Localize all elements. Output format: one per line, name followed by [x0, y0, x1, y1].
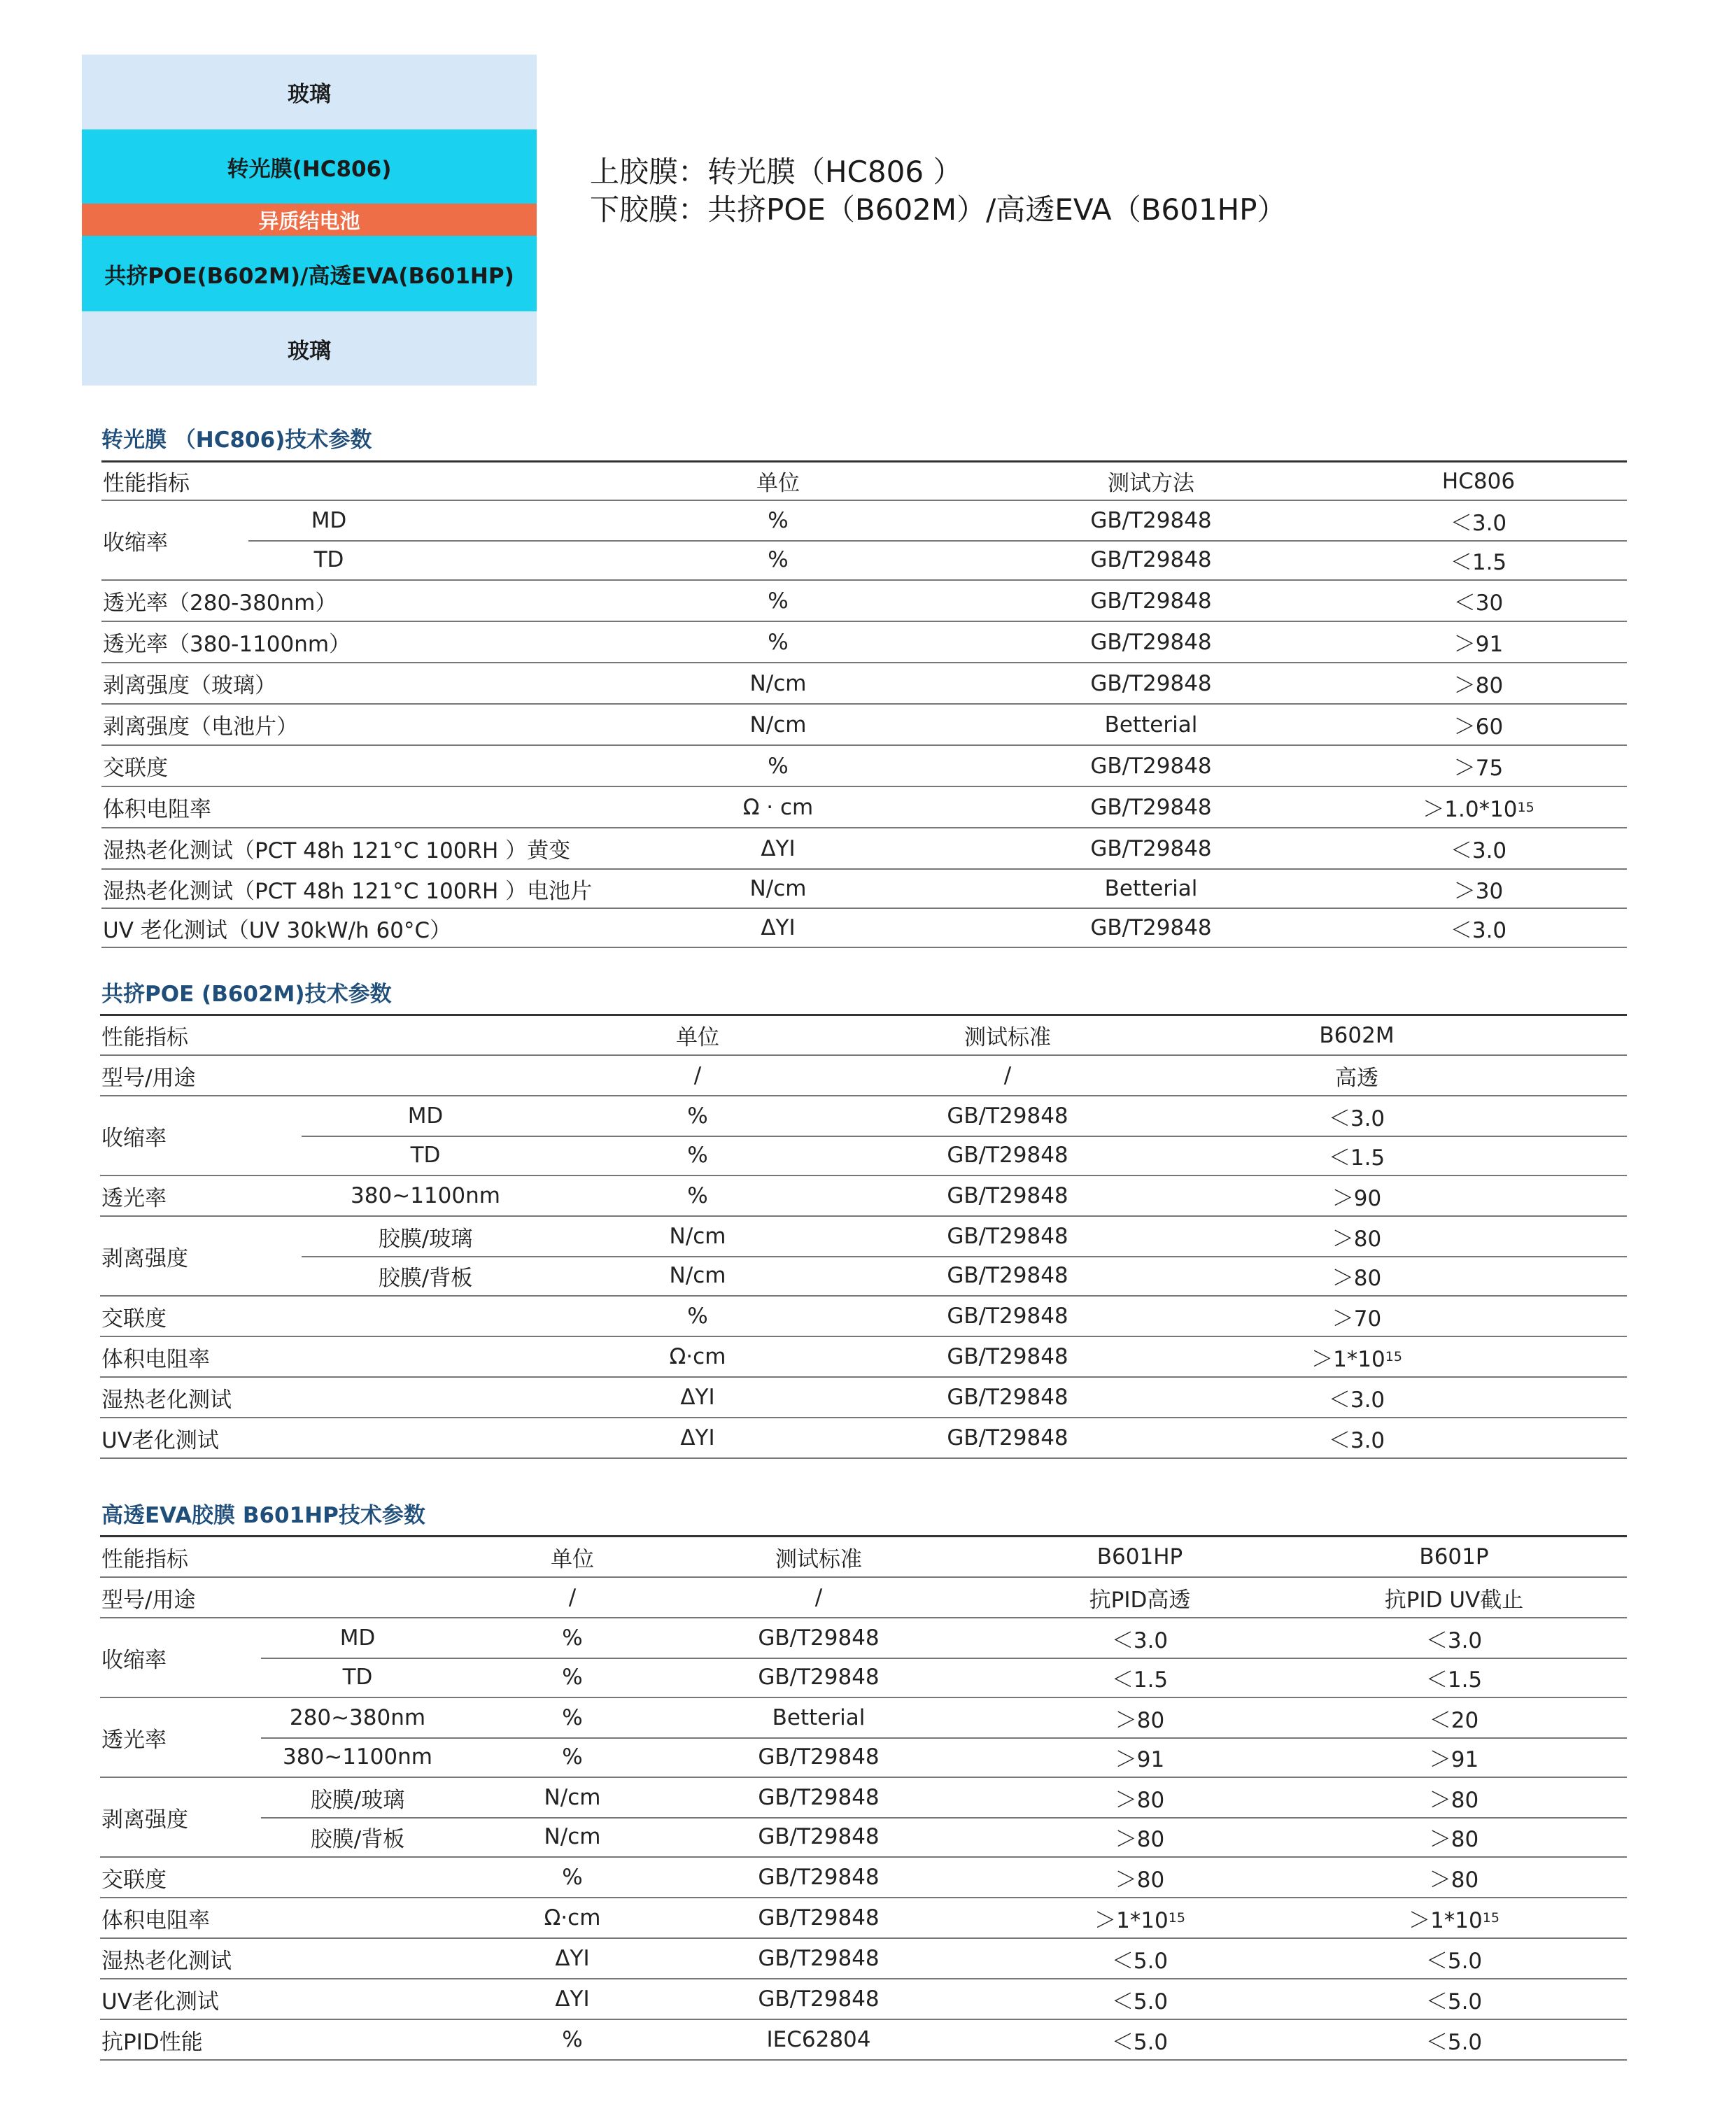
layer-label: 共挤POE(B602M)/高透EVA(B601HP)	[104, 263, 514, 289]
table-row	[101, 501, 1627, 540]
value-cell: ＜3.0	[1328, 1427, 1385, 1453]
method-cell: GB/T29848	[758, 1905, 880, 1930]
method-cell: GB/T29848	[947, 1263, 1068, 1288]
value-cell: ＞75	[1453, 756, 1504, 781]
property-cell: 剥离强度（电池片）	[103, 714, 298, 740]
table-row	[101, 787, 1627, 828]
method-cell: GB/T29848	[758, 1744, 880, 1770]
value-cell: ＞60	[1453, 714, 1504, 740]
unit-cell: N/cm	[749, 670, 807, 696]
method-cell: GB/T29848	[947, 1344, 1068, 1369]
unit-cell: ΔYI	[680, 1425, 715, 1450]
table-row	[100, 1858, 1627, 1898]
property-cell: 交联度	[101, 1306, 167, 1332]
value-cell: ＞80	[1332, 1265, 1382, 1291]
table-row	[101, 540, 1627, 579]
header-unit: 单位	[551, 1546, 594, 1572]
value-text: ＞1.0*10	[1423, 797, 1518, 822]
value-cell: ＞1.0*10 15	[1423, 787, 1534, 827]
table-row	[100, 1979, 1627, 2020]
unit-cell: %	[768, 508, 789, 533]
value-cell: ＞80	[1115, 1826, 1165, 1852]
property-cell: 型号/用途	[101, 1065, 196, 1091]
property-cell: 交联度	[103, 756, 168, 781]
layer-glass-top	[82, 55, 537, 129]
method-cell: IEC62804	[766, 2027, 871, 2052]
layer-label: 转光膜(HC806)	[227, 156, 392, 182]
property-cell: UV老化测试	[101, 1427, 219, 1453]
unit-cell: %	[562, 1705, 583, 1730]
table-row	[101, 705, 1627, 746]
header-property: 性能指标	[101, 1546, 188, 1572]
header-method: 测试方法	[1108, 471, 1194, 496]
layer-label: 玻璃	[288, 82, 331, 107]
property-cell: UV老化测试	[101, 1989, 219, 2014]
unit-cell: ΔYI	[555, 1986, 590, 2012]
method-cell: GB/T29848	[758, 1865, 880, 1890]
unit-cell: Ω·cm	[544, 1905, 601, 1930]
unit-cell: ΔYI	[761, 835, 796, 861]
unit-cell: N/cm	[669, 1263, 726, 1288]
value-cell: ＜5.0	[1111, 2029, 1169, 2055]
property-cell: 体积电阻率	[101, 1907, 210, 1933]
property-cell: 体积电阻率	[103, 797, 211, 822]
value-cell: ＜1.5	[1425, 1667, 1483, 1693]
peel-group	[100, 1778, 1627, 1858]
layer-label: 异质结电池	[258, 209, 360, 233]
value-cell: ＜5.0	[1425, 1989, 1483, 2014]
table-row	[100, 1578, 1627, 1618]
unit-cell: /	[693, 1063, 702, 1088]
table-row	[100, 1698, 1627, 1737]
method-cell: GB/T29848	[758, 1625, 880, 1651]
value-cell: ＜1.5	[1450, 549, 1507, 575]
value-cell: ＜3.0	[1425, 1628, 1483, 1653]
value-cell: ＞1*10 15	[1311, 1337, 1402, 1376]
unit-cell: ΔYI	[680, 1385, 715, 1410]
table-row	[100, 1939, 1627, 1979]
value-cell: ＞1*10 15	[1094, 1898, 1185, 1937]
peel-group	[100, 1217, 1627, 1297]
unit-cell: ΔYI	[761, 915, 796, 940]
method-cell: GB/T29848	[947, 1183, 1068, 1208]
method-cell: GB/T29848	[947, 1224, 1068, 1249]
shrink-group	[100, 1096, 1627, 1176]
value-cell: ＜3.0	[1450, 510, 1507, 536]
group-label-peel: 剥离强度	[101, 1807, 188, 1833]
table-row	[100, 1418, 1627, 1459]
group-label-shrink: 收缩率	[101, 1125, 167, 1151]
unit-cell: %	[687, 1143, 708, 1168]
group-label-peel: 剥离强度	[101, 1245, 188, 1271]
caption-top-film: 上胶膜：转光膜（HC806 ）	[590, 155, 963, 189]
method-cell: Betterial	[1104, 712, 1198, 737]
header-product: HC806	[1441, 468, 1516, 494]
unit-cell: N/cm	[669, 1224, 726, 1249]
header-unit: 单位	[756, 471, 800, 496]
unit-cell: %	[687, 1183, 708, 1208]
property-cell: 透光率（280-380nm）	[103, 591, 337, 616]
value-cell: ＞90	[1332, 1185, 1382, 1211]
method-cell: GB/T29848	[758, 1785, 880, 1810]
property-cell: 交联度	[101, 1867, 167, 1893]
method-cell: Betterial	[772, 1705, 866, 1730]
table-row	[100, 1778, 1627, 1817]
table-row	[100, 1817, 1627, 1856]
property-cell: 湿热老化测试	[101, 1948, 232, 1974]
table-row	[101, 746, 1627, 787]
unit-cell: Ω·cm	[669, 1344, 726, 1369]
group-label-transmittance: 透光率	[101, 1727, 167, 1753]
table-row	[101, 581, 1627, 622]
method-cell: GB/T29848	[1090, 547, 1212, 572]
method-cell: GB/T29848	[1090, 588, 1212, 614]
method-cell: GB/T29848	[1090, 508, 1212, 533]
method-cell: GB/T29848	[947, 1304, 1068, 1329]
sub-label: MD	[311, 508, 347, 533]
value-cell: ＞1*10 15	[1409, 1898, 1499, 1937]
header-method: 测试标准	[964, 1025, 1051, 1050]
unit-cell: ΔYI	[555, 1946, 590, 1971]
property-cell: 湿热老化测试（PCT 48h 121°C 100RH ）黄变	[103, 838, 571, 863]
sub-label: TD	[410, 1143, 441, 1168]
method-cell: GB/T29848	[1090, 915, 1212, 940]
transmittance-group	[100, 1698, 1627, 1778]
property-cell: 透光率（380-1100nm）	[103, 632, 351, 657]
value-cell: ＜3.0	[1450, 838, 1507, 863]
sub-label: TD	[313, 547, 344, 572]
value-cell: ＜3.0	[1111, 1628, 1169, 1653]
table3-title: 高透EVA胶膜 B601HP技术参数	[101, 1503, 425, 1528]
value-cell: ＜3.0	[1450, 917, 1507, 943]
sub-label: MD	[339, 1625, 376, 1651]
unit-cell: %	[768, 753, 789, 779]
sub-label: 380~1100nm	[283, 1744, 432, 1770]
method-cell: Betterial	[1104, 876, 1198, 901]
method-cell: GB/T29848	[758, 1665, 880, 1690]
layer-glass-bottom	[82, 311, 537, 386]
value-cell: ＜1.5	[1111, 1667, 1169, 1693]
unit-cell: /	[568, 1585, 577, 1610]
table-row	[100, 1898, 1627, 1939]
value-cell: ＜3.0	[1328, 1387, 1385, 1413]
header-method: 测试标准	[775, 1546, 862, 1572]
table-row	[100, 1737, 1627, 1777]
value-cell: ＜5.0	[1111, 1948, 1169, 1974]
value-cell: ＜30	[1453, 591, 1504, 616]
value-cell: ＜5.0	[1111, 1989, 1169, 2014]
unit-cell: %	[768, 629, 789, 655]
table-row	[100, 1176, 1627, 1217]
table2-title: 共挤POE (B602M)技术参数	[101, 982, 392, 1007]
method-cell: GB/T29848	[1090, 794, 1212, 820]
property-cell: UV 老化测试（UV 30kW/h 60°C）	[103, 917, 452, 943]
group-label-shrink: 收缩率	[101, 1647, 167, 1673]
unit-cell: %	[768, 588, 789, 614]
method-cell: GB/T29848	[1090, 670, 1212, 696]
value-cell: ＞80	[1115, 1787, 1165, 1813]
header-property: 性能指标	[103, 471, 190, 496]
table3	[100, 1535, 1627, 2061]
header-product-2: B601P	[1419, 1544, 1489, 1569]
table-row	[101, 870, 1627, 909]
group-label-shrink: 收缩率	[103, 530, 168, 556]
header-unit: 单位	[676, 1025, 719, 1050]
table-row	[100, 1297, 1627, 1337]
layer-encapsulant-bottom	[82, 236, 537, 311]
header-property: 性能指标	[101, 1025, 188, 1050]
table-row	[100, 1136, 1627, 1175]
value-cell: 抗PID UV截止	[1384, 1587, 1524, 1613]
value-cell: ＜5.0	[1425, 1948, 1483, 1974]
method-cell: GB/T29848	[947, 1385, 1068, 1410]
sub-label: 胶膜/玻璃	[310, 1787, 405, 1813]
table-header-row	[101, 463, 1627, 501]
sub-label: 胶膜/玻璃	[378, 1226, 473, 1252]
unit-cell: %	[562, 1625, 583, 1651]
table-row	[100, 1658, 1627, 1697]
unit-cell: %	[562, 1665, 583, 1690]
unit-cell: %	[687, 1103, 708, 1129]
sub-label: TD	[342, 1665, 373, 1690]
value-cell: ＞80	[1429, 1867, 1479, 1893]
table-row	[100, 1056, 1627, 1096]
table-row	[101, 909, 1627, 948]
method-cell: /	[1003, 1063, 1012, 1088]
value-cell: ＞80	[1332, 1226, 1382, 1252]
sub-label: 胶膜/背板	[310, 1826, 405, 1852]
table1-title: 转光膜 （HC806)技术参数	[101, 428, 372, 453]
unit-cell: N/cm	[544, 1824, 601, 1849]
table-row	[100, 1217, 1627, 1256]
value-cell: ＞80	[1429, 1787, 1479, 1813]
unit-cell: %	[562, 1744, 583, 1770]
table-header-row	[100, 1016, 1627, 1056]
header-product: B602M	[1319, 1022, 1395, 1048]
table-header-row	[100, 1537, 1627, 1578]
value-cell: ＜3.0	[1328, 1106, 1385, 1131]
value-cell: 抗PID高透	[1089, 1587, 1191, 1613]
unit-cell: %	[687, 1304, 708, 1329]
unit-cell: N/cm	[749, 712, 807, 737]
table1	[101, 460, 1627, 948]
layer-label: 玻璃	[288, 338, 331, 364]
sub-label: 280~380nm	[289, 1705, 426, 1730]
table-row	[100, 2020, 1627, 2061]
unit-cell: N/cm	[749, 876, 807, 901]
layer-heterojunction-cell	[82, 204, 537, 236]
method-cell: GB/T29848	[947, 1143, 1068, 1168]
method-cell: GB/T29848	[1090, 835, 1212, 861]
table-row	[100, 1618, 1627, 1658]
value-cell: ＞91	[1453, 632, 1504, 657]
unit-cell: %	[562, 2027, 583, 2052]
value-cell: ＞30	[1453, 878, 1504, 904]
shrink-group	[100, 1618, 1627, 1698]
method-cell: GB/T29848	[947, 1425, 1068, 1450]
header-product-1: B601HP	[1096, 1544, 1183, 1569]
property-cell: 体积电阻率	[101, 1346, 210, 1372]
value-cell: 高透	[1335, 1065, 1378, 1091]
value-cell: ＞80	[1115, 1707, 1165, 1733]
table-row	[101, 622, 1627, 663]
method-cell: GB/T29848	[947, 1103, 1068, 1129]
value-text: ＞1*10	[1094, 1907, 1169, 1933]
method-cell: GB/T29848	[1090, 753, 1212, 779]
sub-label: 胶膜/背板	[378, 1265, 473, 1291]
unit-cell: N/cm	[544, 1785, 601, 1810]
unit-cell: %	[562, 1865, 583, 1890]
method-cell: GB/T29848	[1090, 629, 1212, 655]
property-cell: 湿热老化测试	[101, 1387, 232, 1413]
value-cell: ＜5.0	[1425, 2029, 1483, 2055]
table2	[100, 1014, 1627, 1459]
table-row	[101, 828, 1627, 870]
value-cell: ＞91	[1429, 1746, 1479, 1772]
value-cell: ＜1.5	[1328, 1145, 1385, 1171]
property-cell: 透光率	[101, 1185, 167, 1211]
shrink-group	[101, 501, 1627, 581]
sub-label: MD	[407, 1103, 444, 1129]
method-cell: GB/T29848	[758, 1946, 880, 1971]
value-cell: ＞80	[1429, 1826, 1479, 1852]
table-row	[100, 1337, 1627, 1378]
sub-label: 380~1100nm	[351, 1183, 500, 1208]
caption-bottom-film: 下胶膜：共挤POE（B602M）/高透EVA（B601HP）	[590, 192, 1287, 227]
value-text: ＞1*10	[1409, 1907, 1483, 1933]
value-cell: ＜20	[1429, 1707, 1479, 1733]
property-cell: 剥离强度（玻璃）	[103, 673, 276, 698]
table-row	[100, 1096, 1627, 1136]
unit-cell: Ω · cm	[742, 794, 814, 820]
method-cell: GB/T29848	[758, 1824, 880, 1849]
value-cell: ＞70	[1332, 1306, 1382, 1332]
property-cell: 抗PID性能	[101, 2029, 203, 2055]
value-cell: ＞80	[1453, 673, 1504, 698]
method-cell: /	[814, 1585, 823, 1610]
table-row	[100, 1378, 1627, 1418]
unit-cell: %	[768, 547, 789, 572]
property-cell: 湿热老化测试（PCT 48h 121°C 100RH ）电池片	[103, 878, 593, 904]
method-cell: GB/T29848	[758, 1986, 880, 2012]
layer-conversion-film	[82, 129, 537, 204]
value-cell: ＞80	[1115, 1867, 1165, 1893]
value-text: ＞1*10	[1311, 1346, 1385, 1372]
table-row	[101, 663, 1627, 705]
property-cell: 型号/用途	[101, 1587, 196, 1613]
table-row	[100, 1256, 1627, 1295]
value-cell: ＞91	[1115, 1746, 1165, 1772]
